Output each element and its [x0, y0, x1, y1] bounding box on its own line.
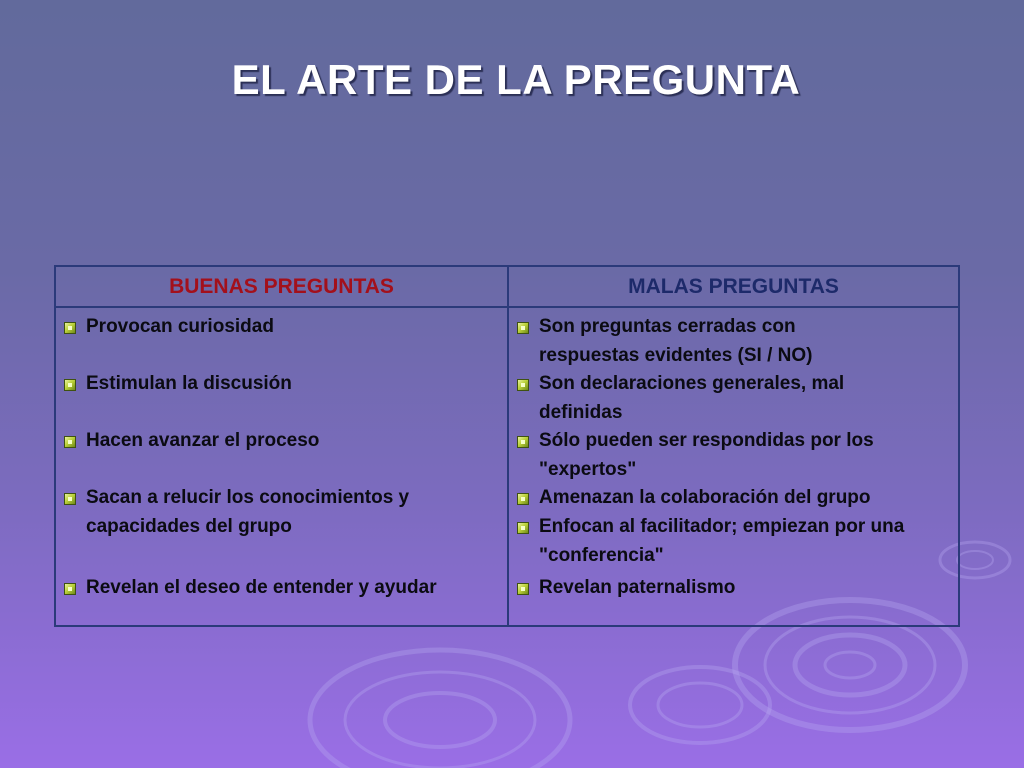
list-item: Amenazan la colaboración del grupo	[517, 483, 957, 512]
list-item: Hacen avanzar el proceso	[64, 426, 319, 455]
header-good-questions: BUENAS PREGUNTAS	[169, 274, 394, 298]
list-item: Son declaraciones generales, mal definidas	[517, 369, 917, 427]
comparison-table	[54, 265, 960, 627]
list-item: Revelan el deseo de entender y ayudar	[64, 573, 509, 602]
header-bad-questions: MALAS PREGUNTAS	[628, 274, 839, 298]
slide-title: EL ARTE DE LA PREGUNTA	[231, 56, 801, 103]
list-item: Revelan paternalismo	[517, 573, 735, 602]
square-bullet-icon	[517, 493, 529, 505]
square-bullet-icon	[517, 436, 529, 448]
list-item: Enfocan al facilitador; empiezan por una "conferencia"	[517, 512, 937, 570]
square-bullet-icon	[64, 436, 76, 448]
square-bullet-icon	[64, 322, 76, 334]
square-bullet-icon	[64, 379, 76, 391]
square-bullet-icon	[64, 493, 76, 505]
square-bullet-icon	[517, 379, 529, 391]
square-bullet-icon	[517, 583, 529, 595]
column-divider	[507, 267, 509, 625]
list-item: Sólo pueden ser respondidas por los "expertos"	[517, 426, 947, 484]
square-bullet-icon	[517, 322, 529, 334]
square-bullet-icon	[517, 522, 529, 534]
list-item: Sacan a relucir los conocimientos y capacidades del grupo	[64, 483, 484, 541]
list-item: Son preguntas cerradas con respuestas evidentes (SI / NO)	[517, 312, 862, 370]
list-item: Provocan curiosidad	[64, 312, 274, 341]
square-bullet-icon	[64, 583, 76, 595]
list-item: Estimulan la discusión	[64, 369, 292, 398]
